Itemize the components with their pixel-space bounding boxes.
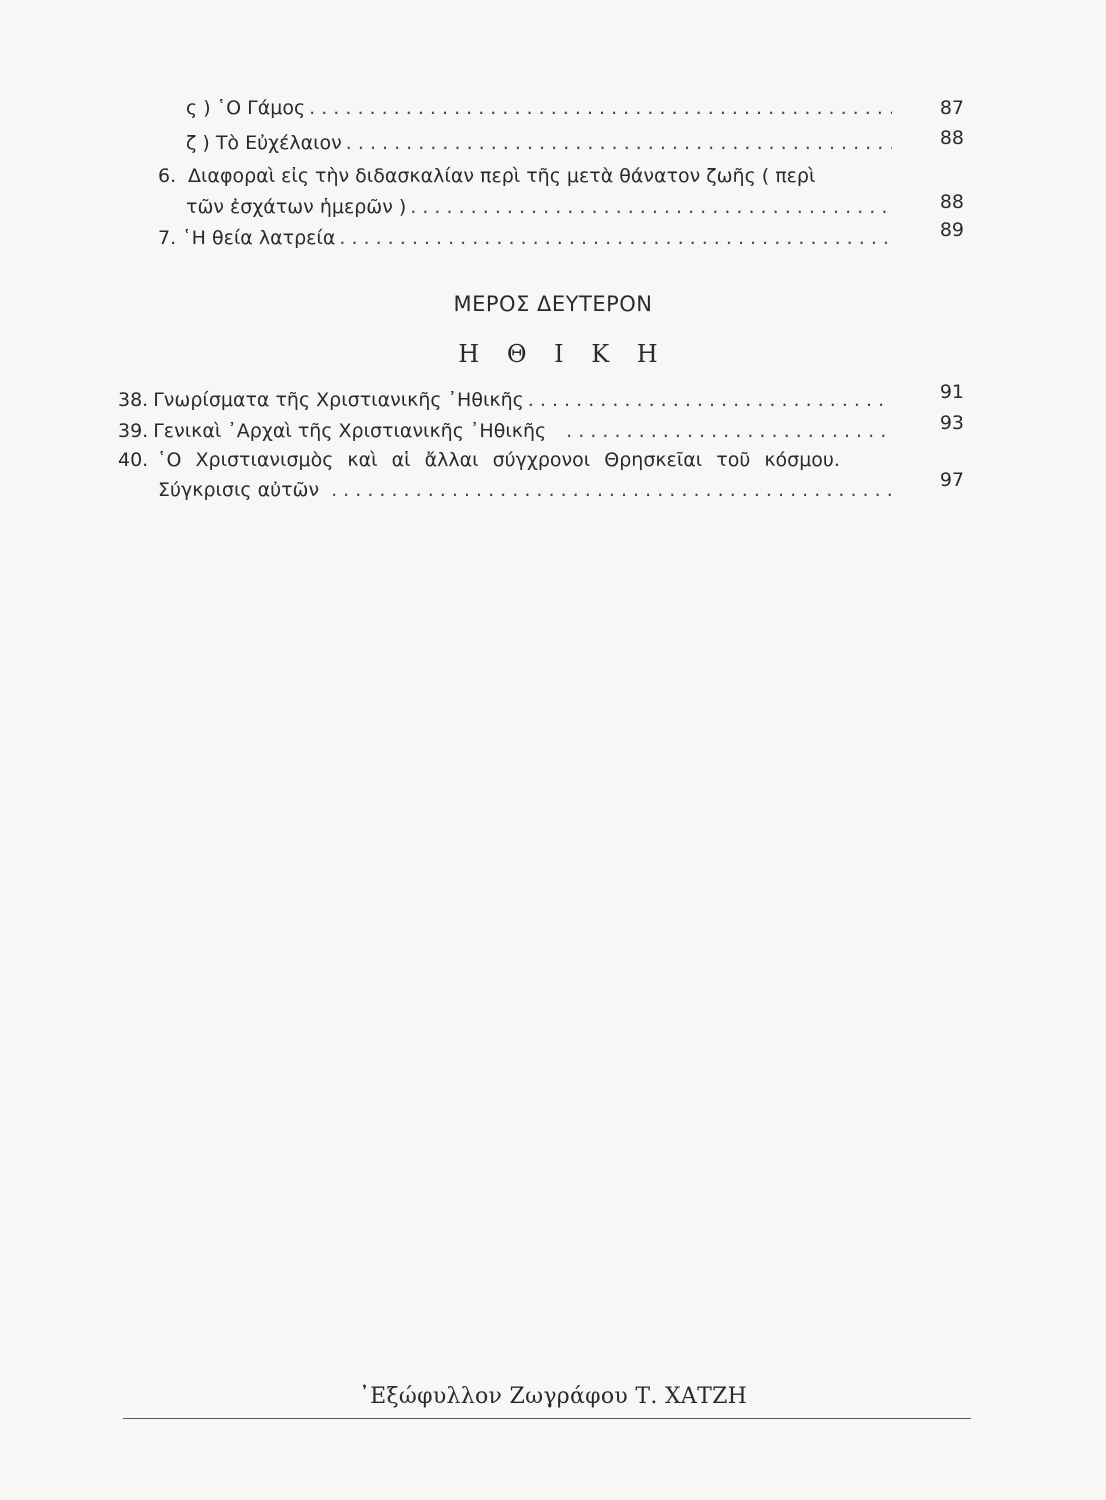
toc-page-number: 97: [939, 469, 964, 491]
toc-entry-continuation: Σύγκρισις αὐτῶν: [158, 479, 320, 501]
dot-leader: [339, 226, 892, 250]
toc-entry-40-continuation: [158, 478, 896, 502]
cover-artist-credit: ᾿Εξώφυλλον Ζωγράφου Τ. ΧΑΤΖΗ: [358, 1384, 748, 1409]
toc-page-number: 88: [939, 127, 964, 149]
section-title: Η Θ Ι Κ Η: [458, 340, 668, 368]
toc-entry-label: Γενικαὶ ᾿Αρχαὶ τῆς Χριστιανικῆς ᾿Ηθικῆς: [153, 420, 547, 442]
toc-entry-6: [158, 164, 918, 188]
dot-leader: [410, 195, 892, 219]
toc-entry-number: 39.: [118, 420, 149, 442]
dot-leader: [528, 388, 892, 412]
toc-page-number: 93: [939, 412, 964, 434]
toc-entry-continuation: τῶν ἐσχάτων ἡμερῶν ): [186, 196, 407, 218]
toc-page-number: 88: [939, 191, 964, 213]
toc-page-number: 91: [939, 381, 964, 403]
toc-entry-label: ζ ) Τὸ Εὐχέλαιον: [186, 132, 342, 154]
toc-entry-label: ς ) ῾Ο Γάμος: [186, 97, 306, 119]
dot-leader: [346, 131, 892, 155]
horizontal-rule: [123, 1418, 971, 1419]
toc-entry-40: [118, 448, 908, 472]
toc-entry-euchelaion: [186, 131, 896, 155]
toc-entry-number: 7.: [158, 227, 177, 249]
toc-entry-number: 40.: [118, 449, 149, 471]
toc-page-number: 89: [939, 219, 964, 241]
toc-entry-label: ῾Ο Χριστιανισμὸς καὶ αἱ ἄλλαι σύγχρονοι Θρησκεῖαι τοῦ κόσμου.: [157, 449, 840, 471]
toc-entry-gamos: [186, 96, 896, 120]
toc-entry-label: Διαφοραὶ εἰς τὴν διδασκαλίαν περὶ τῆς μετὰ θάνατον ζωῆς ( περὶ: [188, 165, 816, 187]
toc-entry-6-continuation: [186, 195, 896, 219]
toc-entry-number: 38.: [118, 389, 149, 411]
toc-entry-number: 6.: [158, 165, 177, 187]
toc-page-number: 87: [939, 97, 964, 119]
toc-entry-label: ῾Η θεία λατρεία: [182, 227, 336, 249]
dot-leader: [566, 419, 892, 443]
toc-entry-39: [118, 419, 896, 443]
toc-entry-38: [118, 388, 896, 412]
part-title: ΜΕΡΟΣ ΔΕΥΤΕΡΟΝ: [453, 292, 653, 316]
dot-leader: [331, 478, 892, 502]
toc-entry-label: Γνωρίσματα τῆς Χριστιανικῆς ᾿Ηθικῆς: [153, 389, 524, 411]
toc-entry-7: [158, 226, 896, 250]
dot-leader: [309, 96, 892, 120]
